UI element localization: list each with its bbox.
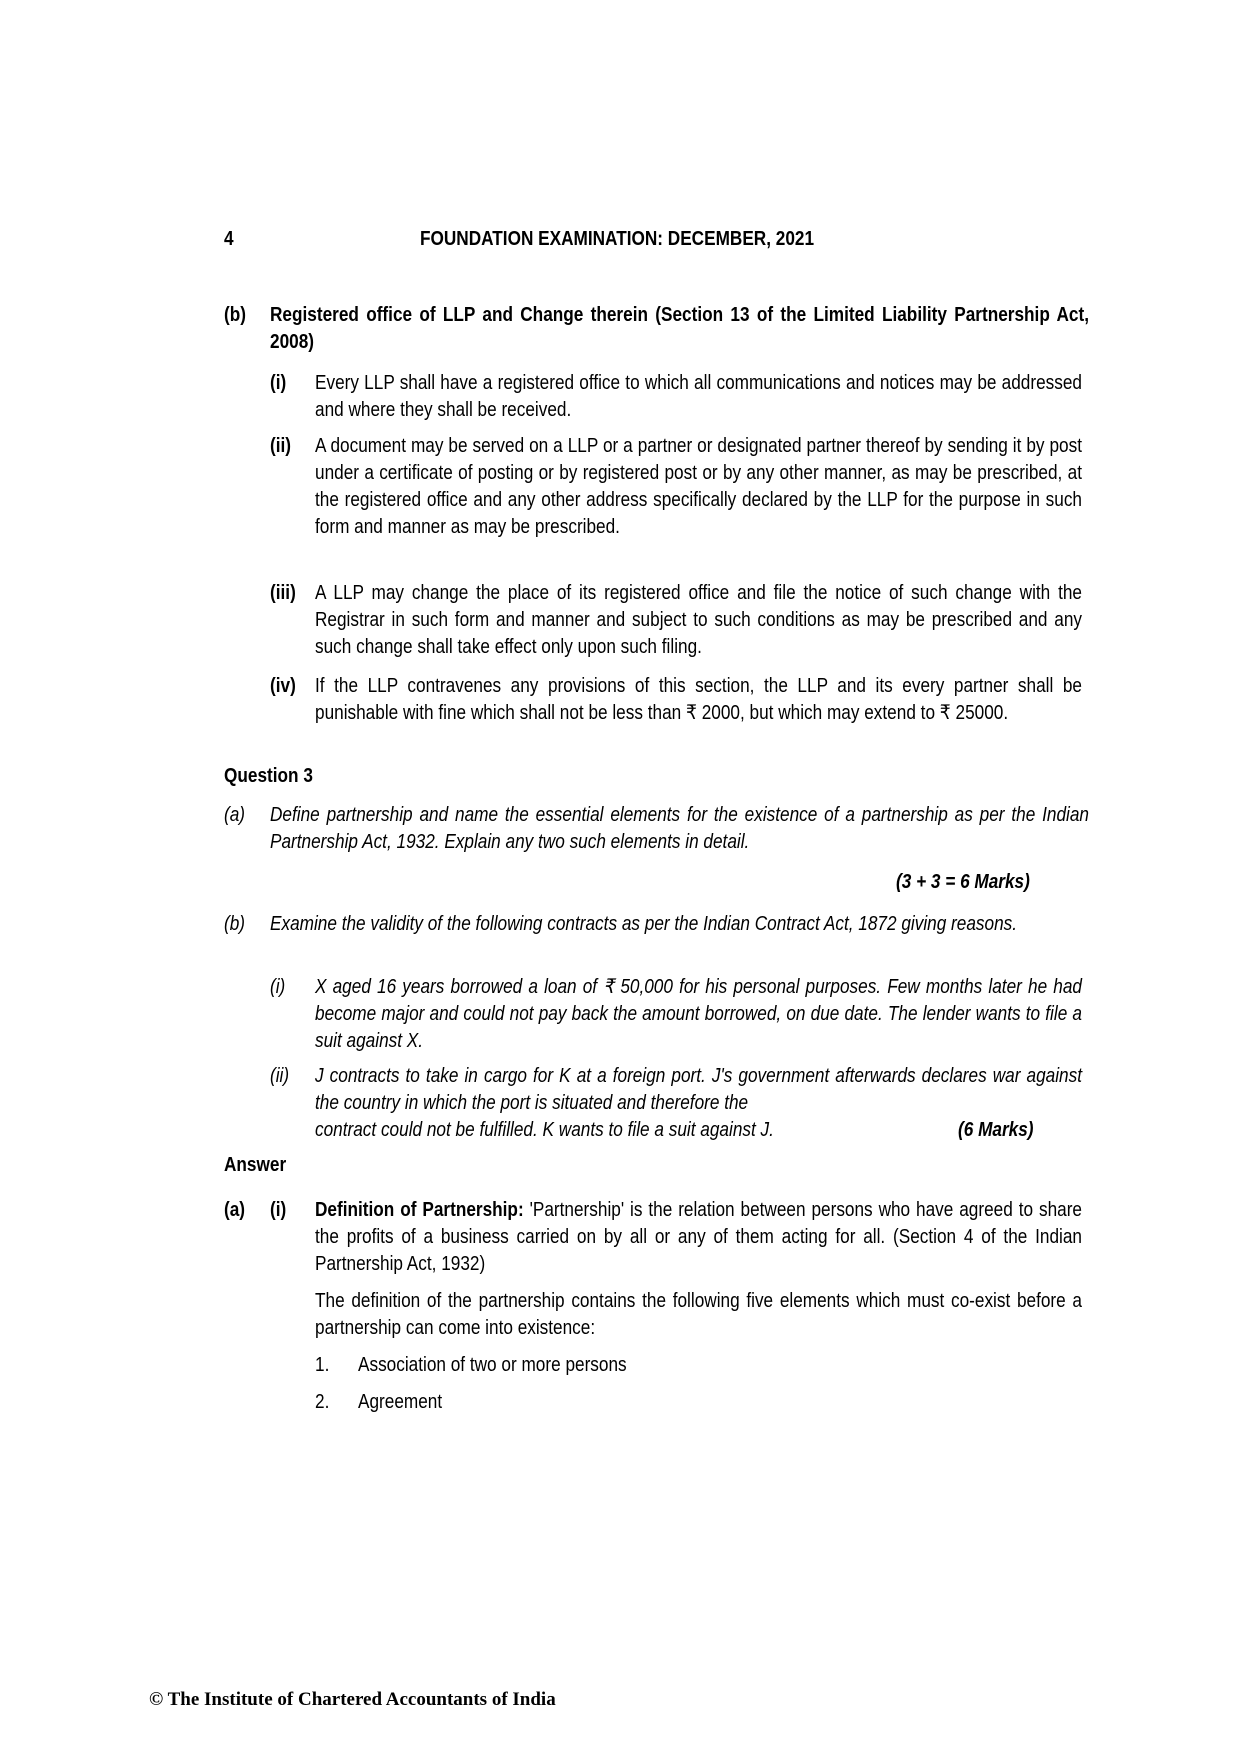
question-part-b-marks: (6 Marks) bbox=[958, 1119, 1034, 1141]
section-b-label: (b) bbox=[224, 304, 246, 326]
question-part-b-label: (b) bbox=[224, 913, 246, 935]
element-text: Agreement bbox=[358, 1391, 443, 1413]
section-b-item-text: A LLP may change the place of its registered office and file the notice of such change with the Registrar in such form and manner and subject to such conditions as may be prescribed and any such change shall take effect only upon such filing. bbox=[315, 582, 1082, 658]
definition-title: Definition of Partnership: bbox=[315, 1199, 524, 1221]
answer-intro: The definition of the partnership contains the following five elements which must co-exist before a partnership can come into existence: bbox=[315, 1290, 1082, 1339]
section-b-item-label: (iii) bbox=[270, 582, 296, 604]
element-number: 1. bbox=[315, 1354, 330, 1376]
section-b-heading: Registered office of LLP and Change therein (Section 13 of the Limited Liability Partnership Act, 2008) bbox=[270, 304, 1089, 353]
answer-sub-label: (i) bbox=[270, 1199, 287, 1221]
section-b-item-text: Every LLP shall have a registered office to which all communications and notices may be addressed and where they shall be received. bbox=[315, 372, 1082, 421]
question-part-b-item-label: (i) bbox=[270, 976, 286, 998]
section-b-item-label: (iv) bbox=[270, 675, 296, 697]
question-part-a-marks: (3 + 3 = 6 Marks) bbox=[896, 871, 1030, 893]
element-number: 2. bbox=[315, 1391, 330, 1413]
section-b-item-label: (i) bbox=[270, 372, 287, 394]
question-part-b-item-text: J contracts to take in cargo for K at a foreign port. J's government afterwards declares war against the country in which the port is situated and therefore the bbox=[315, 1065, 1082, 1114]
question-part-b-item-last-line: contract could not be fulfilled. K wants to file a suit against J. bbox=[315, 1119, 774, 1141]
question-part-b-item-label: (ii) bbox=[270, 1065, 290, 1087]
question-part-a-label: (a) bbox=[224, 804, 246, 826]
page-number: 4 bbox=[224, 228, 234, 250]
question-heading: Question 3 bbox=[224, 765, 313, 787]
element-text: Association of two or more persons bbox=[358, 1354, 627, 1376]
question-part-a-text: Define partnership and name the essential elements for the existence of a partnership as per the Indian Partnership Act, 1932. Explain any two such elements in detail. bbox=[270, 804, 1089, 853]
section-b-item-text: If the LLP contravenes any provisions of this section, the LLP and its every partner shall be punishable with fine which shall not be less than ₹ 2000, but which may extend to ₹ 25000. bbox=[315, 675, 1082, 724]
question-part-b-item-text: X aged 16 years borrowed a loan of ₹ 50,000 for his personal purposes. Few months later he had become major and could not pay back the amount borrowed, on due date. The lender wants to file a suit against X. bbox=[315, 976, 1082, 1052]
section-b-item-label: (ii) bbox=[270, 435, 292, 457]
page-title: FOUNDATION EXAMINATION: DECEMBER, 2021 bbox=[420, 228, 815, 250]
definition-text: 'Partnership' is the relation between persons who have agreed to share the profits of a business carried on by all or any of them acting for all. (Section 4 of the Indian Partnership Act, 1932) bbox=[315, 1199, 1082, 1275]
section-b-item-text: A document may be served on a LLP or a partner or designated partner thereof by sending it by post under a certificate of posting or by registered post or by any other manner, as may be prescribed, at the registered office and any other address specifically declared by the LLP for the purpose in such form and manner as may be prescribed. bbox=[315, 435, 1082, 538]
footer-copyright: © The Institute of Chartered Accountants of India bbox=[149, 1689, 556, 1710]
answer-definition bbox=[315, 1197, 1082, 1278]
answer-part-label: (a) bbox=[224, 1199, 246, 1221]
question-part-b-text: Examine the validity of the following contracts as per the Indian Contract Act, 1872 giving reasons. bbox=[270, 913, 1018, 935]
answer-heading: Answer bbox=[224, 1154, 287, 1176]
